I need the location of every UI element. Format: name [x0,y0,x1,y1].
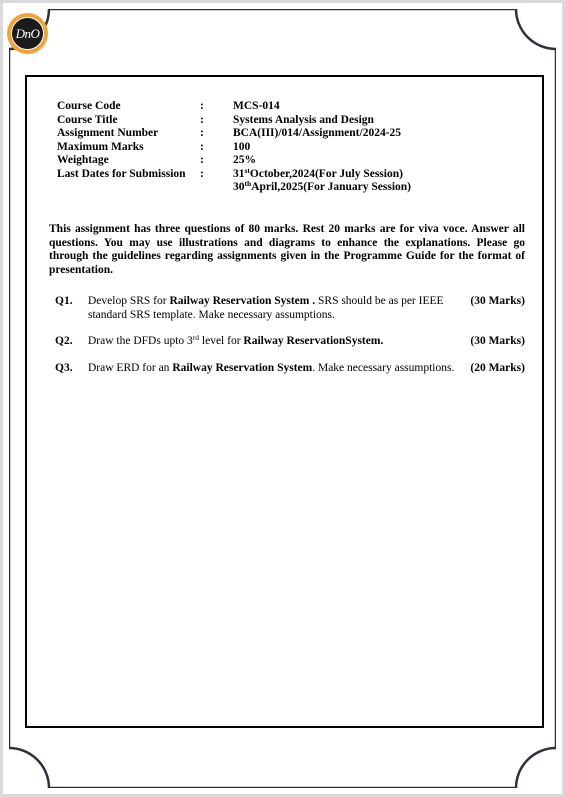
info-colon: : [200,113,204,126]
submission-dates [233,165,497,195]
info-value: 100 [233,140,251,153]
question-number: Q3. [55,362,73,374]
info-label: Weightage [57,154,109,166]
question-text: Draw the DFDs upto 3rd level for Railway ReservationSystem. [88,333,384,347]
info-label: Maximum Marks [57,140,144,153]
info-value: BCA(III)/014/Assignment/2024-25 [233,127,402,139]
assignment-box [25,75,544,728]
info-label: Course Title [57,113,118,126]
question-number: Q1. [55,295,73,307]
info-value: 25% [233,154,256,166]
info-value: MCS-014 [233,100,280,112]
july-session-date: 31stOctober,2024(For July Session) [233,165,403,180]
info-colon: : [200,127,204,139]
question-marks: (30 Marks) [470,295,525,307]
info-label: Assignment Number [57,127,159,139]
assignment-instructions: This assignment has three questions of 80 marks. Rest 20 marks are for viva voce. Answer all questions. You may use illustrations and diagrams to enhance the explanations. Please go through the guidelines regarding assignments given in the Programme Guide for the format of presentation. [49,223,525,276]
logo-text: DnO [11,17,44,50]
question-text: Draw ERD for an Railway Reservation System. Make necessary assumptions. [88,362,455,374]
info-colon: : [200,140,204,153]
info-value: Systems Analysis and Design [233,113,374,126]
info-colon: : [200,167,204,180]
question-1 [55,295,525,322]
info-row-course-code [57,100,497,114]
info-row-submission [57,165,497,195]
info-row-weightage [57,154,497,168]
info-row-maximum-marks [57,141,497,155]
course-info-table [57,100,497,195]
question-text: Develop SRS for Railway Reservation System . SRS should be as per IEEE standard SRS template. Make necessary assumptions. [88,295,444,321]
info-label: Last Dates for Submission [57,167,186,180]
document-page [3,3,562,794]
brand-logo [7,13,48,54]
question-marks: (20 Marks) [470,362,525,374]
info-colon: : [200,100,204,112]
question-3 [55,362,525,376]
info-row-assignment-number [57,127,497,141]
question-marks: (30 Marks) [470,335,525,347]
info-label: Course Code [57,100,121,112]
question-2 [55,335,525,349]
info-colon: : [200,154,204,166]
question-number: Q2. [55,335,73,347]
info-row-course-title [57,114,497,128]
january-session-date: 30thApril,2025(For January Session) [233,179,412,193]
